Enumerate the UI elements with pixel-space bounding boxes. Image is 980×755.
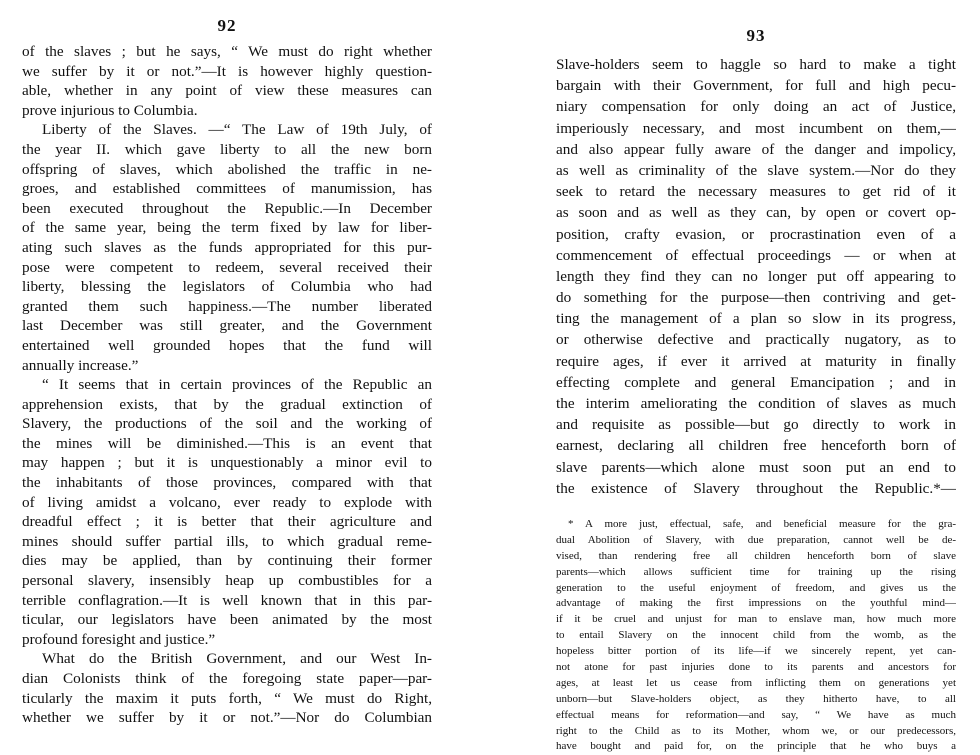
text-line: “ It seems that in certain provinces of the Republic an xyxy=(42,376,432,394)
text-line: Slavery, the productions of the soil and the working of xyxy=(22,415,432,433)
text-line: length they find they can no longer put off appearing to xyxy=(556,267,956,285)
text-line: of the slaves ; but he says, “ We must do right whether xyxy=(22,43,432,60)
text-line: and also appear fully aware of the danger and impolicy, xyxy=(556,140,956,158)
text-line: What do the British Government, and our West In- xyxy=(42,650,432,668)
text-line: or otherwise defective and practically nugatory, as to xyxy=(556,331,956,349)
text-line: the existence of Slavery throughout the Republic.*— xyxy=(556,479,956,497)
text-line: as soon and as well as they can, by open or covert op- xyxy=(556,204,956,222)
text-line: annually increase.” xyxy=(22,356,139,374)
right-page-body xyxy=(556,54,956,499)
footnote-line: to entail Slavery on the innocent child from the womb, as the xyxy=(556,629,956,642)
text-line: Slave-holders seem to haggle so hard to make a tight xyxy=(556,56,956,73)
page-number: 92 xyxy=(217,16,237,35)
text-line: apprehension exists, that by the gradual extinction of xyxy=(22,395,432,413)
text-line: effecting complete and general Emancipation ; and in xyxy=(556,373,956,391)
text-line: mines should suffer partial ills, to which gradual reme- xyxy=(22,532,432,550)
left-page-body xyxy=(22,42,432,728)
text-line: earnest, declaring all children free henceforth born of xyxy=(556,437,956,455)
text-line: do something for the purpose—then contriving and get- xyxy=(556,289,956,307)
text-line: of living amidst a volcano, ever ready to explode with xyxy=(22,493,432,511)
footnote-line: right to the Child as to its Mother, whom we, or our predecessors, xyxy=(556,724,956,737)
text-line: able, whether in any point of view these measures can xyxy=(22,82,432,100)
text-line: terrible conflagration.—It is well known that in this par- xyxy=(22,591,432,609)
text-line: and requisite as possible—but go directly to work in xyxy=(556,416,956,434)
text-line: the mines will be diminished.—This is an event that xyxy=(22,434,432,452)
page-number: 93 xyxy=(746,26,766,45)
text-line: commencement of effectual proceedings — or when at xyxy=(556,246,956,264)
text-line: groes, and established committees of manumission, has xyxy=(22,180,432,198)
footnote-line: if it be cruel and unjust for man to enslave man, how much more xyxy=(556,613,956,626)
text-line: been executed throughout the Republic.—In December xyxy=(22,199,432,217)
footnote-separator xyxy=(556,499,956,517)
text-line: imperiously necessary, and most incumbent on them,— xyxy=(556,119,956,137)
footnote-line: dual Abolition of Slavery, with due preparation, cannot well be de- xyxy=(556,533,956,546)
footnote-line: advantage of making the first impressions on the youthful mind— xyxy=(556,597,956,610)
left-page xyxy=(22,0,432,728)
footnote-line: * A more just, effectual, safe, and beneficial measure for the gra- xyxy=(568,517,956,530)
footnote xyxy=(556,517,956,755)
text-line: prove injurious to Columbia. xyxy=(22,101,198,119)
footnote-line: parents—which allows sufficient time for training up the rising xyxy=(556,565,956,578)
text-line: as well as criminality of the slave system.—Nor do they xyxy=(556,161,956,179)
text-line: granted them such happiness.—The number liberated xyxy=(22,297,432,315)
text-line: ticular, our legislators have been animated by the most xyxy=(22,611,432,629)
text-line: the inhabitants of those provinces, compared with that xyxy=(22,474,432,492)
text-line: slave parents—which alone must soon put an end to xyxy=(556,458,956,476)
footnote-line: generation to the useful enjoyment of freedom, and gives us the xyxy=(556,581,956,594)
text-line: liberty, blessing the legislators of Columbia who had xyxy=(22,278,432,296)
text-line: entertained well grounded hopes that the fund will xyxy=(22,336,432,354)
footnote-line: ages, at least let us cease from inflicting them on generations yet xyxy=(556,676,956,689)
text-line: dies may be applied, than by continuing their former xyxy=(22,552,432,570)
footnote-line: effectual means for reformation—and say, “ We have as much xyxy=(556,708,956,721)
text-line: bargain with their Government, for full and high pecu- xyxy=(556,77,956,95)
text-line: ting the management of a plan so slow in its progress, xyxy=(556,310,956,328)
text-line: dian Colonists think of the foregoing state paper—par- xyxy=(22,670,432,687)
footnote-line: hopeless bitter portion of its life—if we sincerely repent, yet can- xyxy=(556,645,956,658)
text-line: whether we suffer by it or not.”—Nor do Columbian xyxy=(22,709,432,727)
footnote-line: not atone for past injuries done to its parents and ancestors for xyxy=(556,660,956,673)
text-line: profound foresight and justice.” xyxy=(22,630,216,648)
text-line: ating such slaves as the funds appropriated for this pur- xyxy=(22,238,432,256)
text-line: last December was still greater, and the Government xyxy=(22,317,432,335)
footnote-line: have bought and paid for, on the principle that he who buys a xyxy=(556,740,956,753)
footnote-line: vised, than rendering free all children henceforth born of slave xyxy=(556,549,956,562)
text-line: we suffer by it or not.”—It is however highly question- xyxy=(22,62,432,80)
right-page xyxy=(556,0,956,755)
text-line: the year II. which gave liberty to all the new born xyxy=(22,140,432,158)
text-line: the interim ameliorating the condition of slaves as much xyxy=(556,395,956,412)
text-line: position, crafty evasion, or procrastination even of a xyxy=(556,225,956,243)
text-line: dreadful effect ; it is better that their agriculture and xyxy=(22,513,432,531)
text-line: offspring of slaves, which abolished the traffic in ne- xyxy=(22,160,432,178)
text-line: may happen ; but it is unquestionably a minor evil to xyxy=(22,454,432,472)
text-line: niary compensation for only doing an act of Justice, xyxy=(556,98,956,116)
text-line: pose were competent to redeem, several received their xyxy=(22,258,432,276)
text-line: of the same year, being the term fixed by law for liber- xyxy=(22,219,432,237)
text-line: require ages, if ever it arrived at maturity in finally xyxy=(556,352,956,370)
footnote-line: unborn—but Slave-holders object, as they hitherto have, to all xyxy=(556,692,956,705)
text-line: seek to retard the necessary measures to get rid of it xyxy=(556,183,956,201)
text-line: Liberty of the Slaves. —“ The Law of 19th July, of xyxy=(42,121,432,139)
text-line: ticularly the maxim it puts forth, “ We must do Right, xyxy=(22,689,432,707)
text-line: personal slavery, insensibly heap up combustibles for a xyxy=(22,572,432,590)
